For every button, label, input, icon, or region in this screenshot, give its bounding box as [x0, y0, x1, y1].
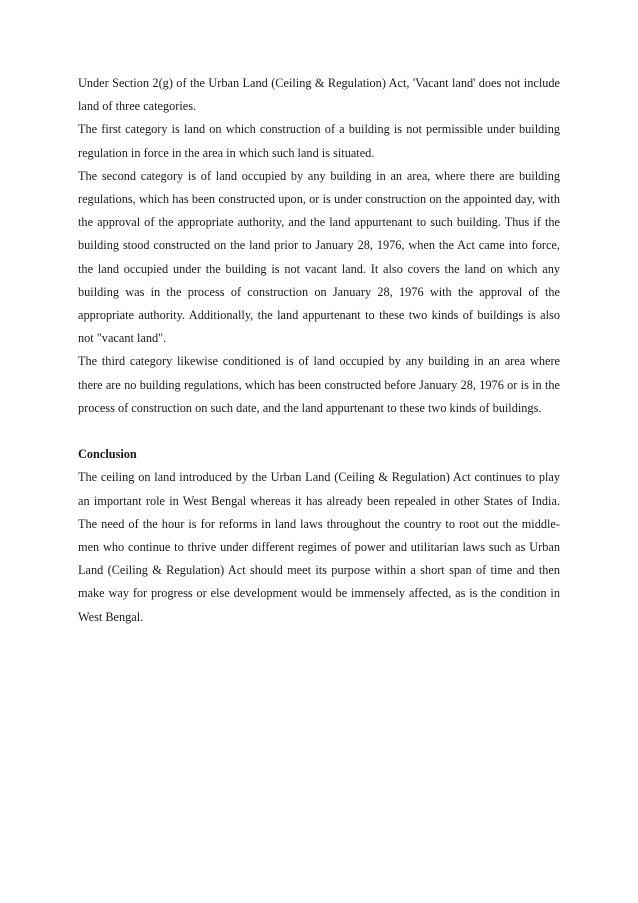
- paragraph-conclusion: The ceiling on land introduced by the Urban Land (Ceiling & Regulation) Act continues to play an important role in West Bengal whereas it has already been repealed in other States of India. The need of the hour is for reforms in land laws throughout the country to root out the middle-men who continue to thrive under different regimes of power and utilitarian laws such as Urban Land (Ceiling & Regulation) Act should meet its purpose within a short span of time and then make way for progress or else development would be immensely affected, as is the condition in West Bengal.: [78, 470, 560, 624]
- paragraph-second-category: The second category is of land occupied by any building in an area, where there are building regulations, which has been constructed upon, or is under construction on the appointed day, with the approval of the appropriate authority, and the land appurtenant to such building. Thus if the building stood constructed on the land prior to January 28, 1976, when the Act came into force, the land occupied under the building is not vacant land. It also covers the land on which any building was in the process of construction on January 28, 1976 with the approval of the appropriate authority. Additionally, the land appurtenant to these two kinds of buildings is also not "vacant land".: [78, 168, 560, 346]
- section-spacer: [78, 420, 560, 443]
- conclusion-heading: Conclusion: [78, 447, 137, 462]
- paragraph-vacant-land-definition: Under Section 2(g) of the Urban Land (Ceiling & Regulation) Act, 'Vacant land' does not include land of three categories.: [78, 76, 560, 114]
- paragraph-first-category: The first category is land on which construction of a building is not permissible under building regulation in force in the area in which such land is situated.: [78, 122, 560, 160]
- document-page: [78, 72, 560, 629]
- paragraph-third-category: The third category likewise conditioned is of land occupied by any building in an area where there are no building regulations, which has been constructed before January 28, 1976 or is in the process of construction on such date, and the land appurtenant to these two kinds of buildings.: [78, 354, 560, 415]
